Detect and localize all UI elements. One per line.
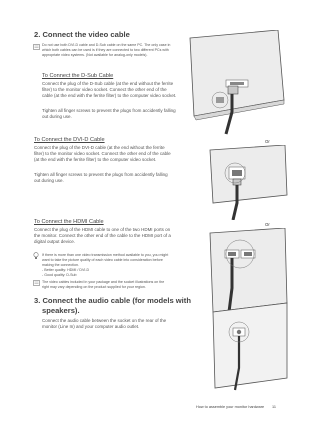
- hdmi-paragraph-1: Connect the plug of the HDMI cable to one of the two HDMI ports on the monitor. Connect the other end of the cable to the HDMI port of a digital output device.: [34, 227, 171, 245]
- footer-text: How to assemble your monitor hardware: [196, 405, 265, 409]
- tip-good-quality: - Good quality: D-Sub: [42, 273, 77, 277]
- lightbulb-icon: [33, 252, 39, 260]
- hdmi-title: To Connect the HDMI Cable: [34, 219, 104, 225]
- note-text: Do not use both DVI-D cable and D-Sub cable on the same PC. The only case in which both cables can be used is if they are connected to two different PCs with appropriate video systems. (Not available for analog-only models).: [42, 43, 171, 57]
- dsub-connection-illustration: [180, 30, 290, 135]
- dsub-paragraph-2: Tighten all finger screws to prevent the plugs from accidently falling out during use.: [42, 108, 176, 120]
- section3-heading-line-2: speakers).: [42, 306, 80, 315]
- dsub-title: To Connect the D-Sub Cable: [42, 73, 114, 79]
- section3-heading-line-1: 3. Connect the audio cable (for models with: [34, 296, 191, 305]
- dvi-connection-illustration: [205, 145, 290, 220]
- dvi-paragraph-2: Tighten all finger screws to prevent the plugs from accidently falling out during use.: [34, 172, 168, 184]
- tip-better-quality: - Better quality: HDMI / DVI-D: [42, 268, 90, 272]
- section-heading: 2. Connect the video cable: [34, 30, 130, 39]
- dvi-paragraph-1: Connect the plug of the DVI-D cable (at the end without the ferrite filter) to the monitor video socket. Connect the other end of the cable (at the end with the ferrite filter) to the computer video socket.: [34, 145, 171, 163]
- dvi-title: To Connect the DVI-D Cable: [34, 137, 105, 143]
- page-number: 11: [272, 405, 276, 409]
- or-label-2: Or: [265, 222, 270, 227]
- tip-text: If there is more than one video transmission method available to you, you might want to take the picture quality of each video cable into consideration before making the connection.: [42, 253, 169, 267]
- note-icon: [33, 44, 40, 50]
- note-icon: [33, 280, 40, 286]
- dsub-paragraph-1: Connect the plug of the D-Sub cable (at the end without the ferrite filter) to the monitor video socket. Connect the other end of the cable (at the end with the ferrite filter) to the computer video socket.: [42, 81, 177, 99]
- hdmi-audio-connection-illustration: [205, 228, 290, 393]
- note2-text: The video cables included in your package and the socket illustrations on the right may vary depending on the product supplied for your region.: [42, 280, 165, 289]
- or-label-1: Or: [265, 139, 270, 144]
- section3-paragraph: Connect the audio cable between the socket on the rear of the monitor (Line In) and your computer audio outlet.: [42, 318, 167, 330]
